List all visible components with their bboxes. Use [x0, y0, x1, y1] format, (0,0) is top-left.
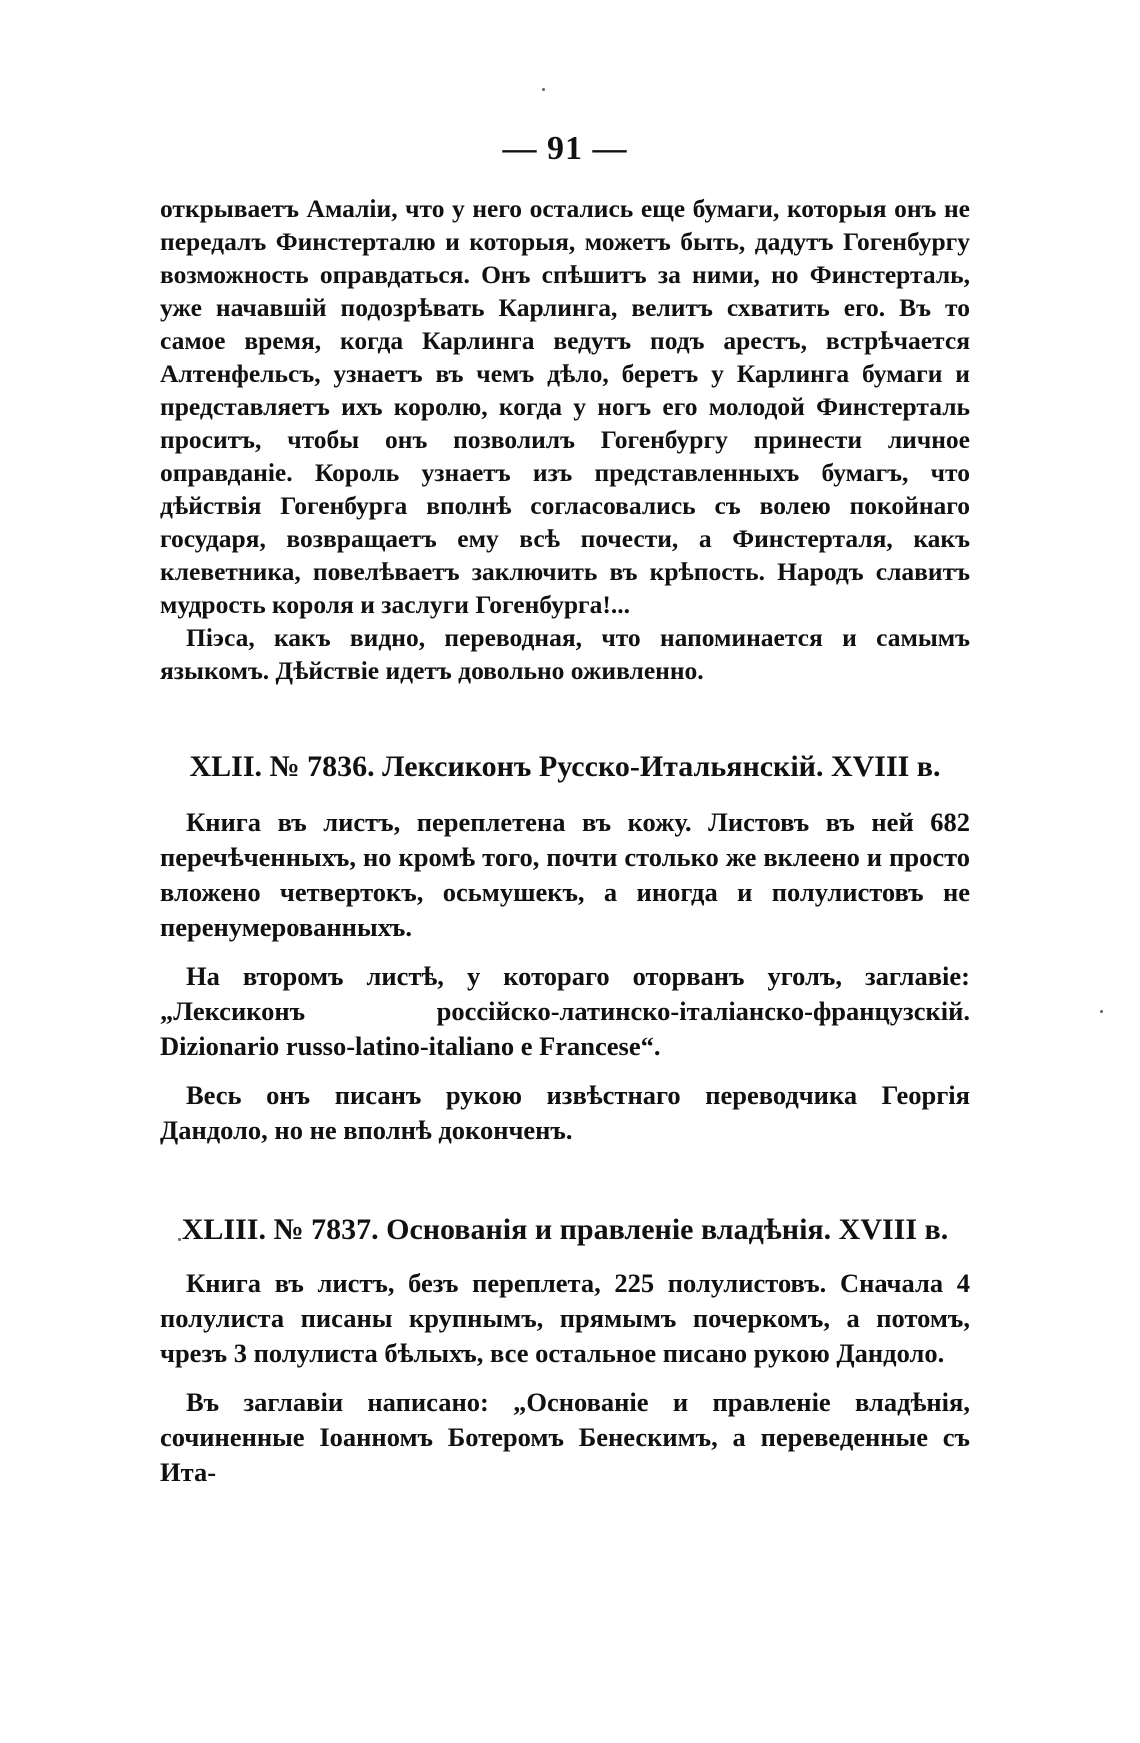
paragraph: Весь онъ писанъ рукою извѣстнаго переводчика Георгія Дандоло, но не вполнѣ доконченъ. [160, 1080, 970, 1145]
paragraph: Книга въ листъ, переплетена въ кожу. Листовъ въ ней 682 перечѣченныхъ, но кромѣ того, почти столько же вклеено и просто вложено четвертокъ, осьмушекъ, а иногда и полулистовъ не перенумерованныхъ. [160, 807, 970, 942]
paragraph: На второмъ листѣ, у котораго оторванъ уголъ, заглавіе: „Лексиконъ россійско-латинско-італіанско-французскій. Dizionario russo-latino-italiano e Francese“. [160, 961, 970, 1061]
page [160, 130, 970, 1490]
paragraph: Книга въ листъ, безъ переплета, 225 полулистовъ. Сначала 4 полулиста писаны крупнымъ, прямымъ почеркомъ, а потомъ, чрезъ 3 полулиста бѣлыхъ, все остальное писано рукою Дандоло. [160, 1268, 970, 1368]
page-number: — 91 — [502, 130, 628, 167]
scan-speck [178, 1238, 181, 1241]
scan-speck [542, 88, 545, 91]
section-body [160, 805, 970, 1148]
section-heading: XLII. № 7836. Лексиконъ Русско-Итальянскій. XVIII в. [189, 750, 941, 783]
paragraph: открываетъ Амаліи, что у него остались еще бумаги, которыя онъ не передалъ Финстерталю и которыя, можетъ быть, дадутъ Гогенбургу возможность оправдаться. Онъ спѣшитъ за ними, но Финстерталь, уже начавшій подозрѣвать Карлинга, велитъ схватить его. Въ то самое время, когда Карлинга ведутъ подъ арестъ, встрѣчается Алтенфельсъ, узнаетъ въ чемъ дѣло, беретъ у Карлинга бумаги и представляетъ ихъ королю, когда у ногъ его молодой Финстерталь проситъ, чтобы онъ позволилъ Гогенбургу принести личное оправданіе. Король узнаетъ изъ представленныхъ бумагъ, что дѣйствія Гогенбурга вполнѣ согласовались съ волею покойнаго государя, возвращаетъ ему всѣ почести, а Финстерталя, какъ клеветника, повелѣваетъ заключить въ крѣпость. Народъ славитъ мудрость короля и заслуги Гогенбурга!... [160, 194, 970, 619]
scan-speck [1100, 1010, 1103, 1013]
section-heading: XLIII. № 7837. Основанія и правленіе владѣнія. XVIII в. [181, 1213, 949, 1246]
paragraph: Піэса, какъ видно, переводная, что напоминается и самымъ языкомъ. Дѣйствіе идетъ довольно оживленно. [160, 623, 970, 685]
intro-text [160, 192, 970, 687]
paragraph: Въ заглавіи написано: „Основаніе и правленіе владѣнія, сочиненные Іоанномъ Ботеромъ Бенескимъ, а переведенные съ Ита- [160, 1387, 970, 1487]
section-body [160, 1266, 970, 1490]
